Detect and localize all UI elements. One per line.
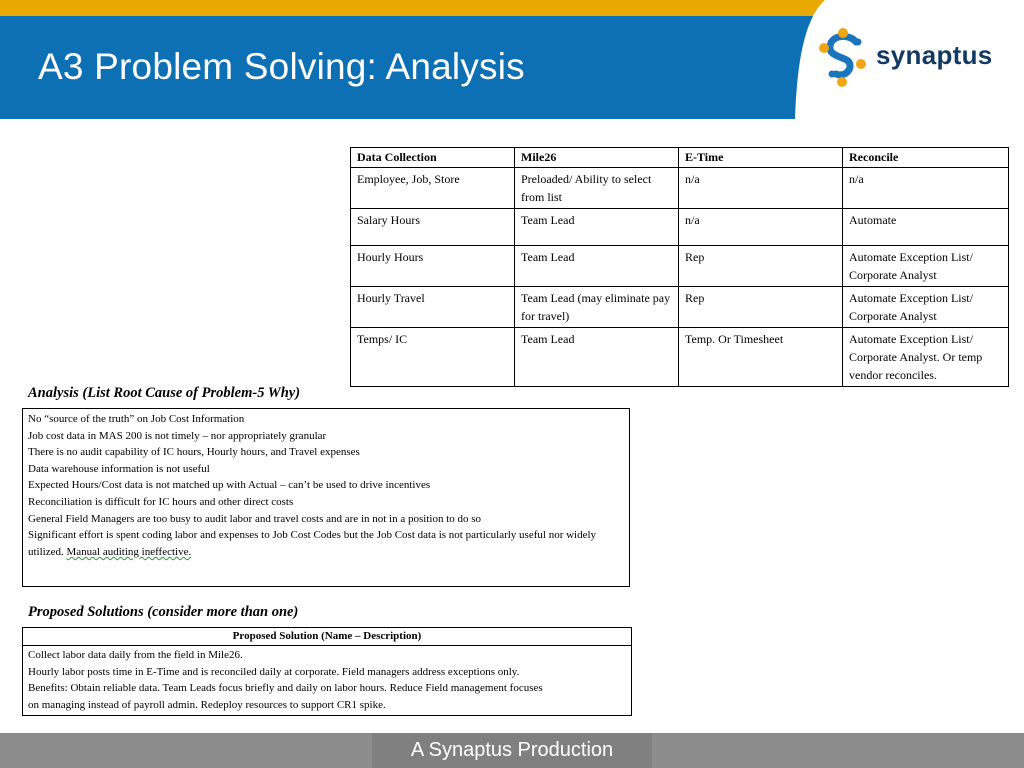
table-cell: Team Lead: [515, 209, 679, 246]
table-cell: Automate Exception List/ Corporate Analyst. Or temp vendor reconciles.: [843, 328, 1009, 387]
table-cell: Team Lead (may eliminate pay for travel): [515, 287, 679, 328]
solutions-table: [22, 627, 632, 716]
table-row: [351, 328, 1009, 387]
table-cell: n/a: [679, 209, 843, 246]
table-cell: n/a: [679, 168, 843, 209]
table-cell: Team Lead: [515, 328, 679, 387]
table-cell: Temp. Or Timesheet: [679, 328, 843, 387]
table-header-row: [351, 148, 1009, 168]
table-row: [351, 246, 1009, 287]
analysis-line: Job cost data in MAS 200 is not timely – nor appropriately granular: [28, 429, 327, 442]
table-cell: Preloaded/ Ability to select from list: [515, 168, 679, 209]
solutions-heading: Proposed Solutions (consider more than one): [28, 604, 299, 620]
table-cell: Salary Hours: [351, 209, 515, 246]
solutions-table-body: [23, 646, 631, 715]
table-cell: Hourly Hours: [351, 246, 515, 287]
table-row: [351, 287, 1009, 328]
analysis-last-line: Significant effort is spent coding labor and expenses to Job Cost Codes but the Job Cost data is not particularly useful nor widely utilized.: [28, 529, 597, 558]
table-cell: Employee, Job, Store: [351, 168, 515, 209]
table-cell: Hourly Travel: [351, 287, 515, 328]
column-header: Reconcile: [843, 148, 1009, 168]
analysis-line: General Field Managers are too busy to audit labor and travel costs and are in not in a position to do so: [28, 512, 482, 525]
slide-title: A3 Problem Solving: Analysis: [38, 46, 525, 87]
analysis-line: Reconciliation is difficult for IC hours and other direct costs: [28, 495, 294, 508]
spellcheck-underlined-text: Manual auditing ineffective.: [66, 545, 192, 558]
analysis-line: No “source of the truth” on Job Cost Information: [28, 413, 245, 425]
footer-text: A Synaptus Production: [410, 739, 614, 761]
analysis-heading: Analysis (List Root Cause of Problem-5 Why): [28, 385, 301, 401]
analysis-line: There is no audit capability of IC hours, Hourly hours, and Travel expenses: [28, 446, 360, 459]
column-header: Mile26: [515, 148, 679, 168]
table-cell: Rep: [679, 246, 843, 287]
table-cell: Temps/ IC: [351, 328, 515, 387]
table-cell: Team Lead: [515, 246, 679, 287]
table-cell: Automate Exception List/ Corporate Analyst: [843, 287, 1009, 328]
table-cell: Automate Exception List/ Corporate Analyst: [843, 246, 1009, 287]
analysis-line: Data warehouse information is not useful: [28, 462, 210, 475]
solution-line: Benefits: Obtain reliable data. Team Leads focus briefly and daily on labor hours. Reduce Field management focuses: [28, 682, 543, 695]
column-header: Data Collection: [351, 148, 515, 168]
analysis-line: Expected Hours/Cost data is not matched up with Actual – can’t be used to drive incentives: [28, 479, 431, 492]
analysis-box: [22, 408, 630, 587]
solution-line: on managing instead of payroll admin. Redeploy resources to support CR1 spike.: [28, 698, 386, 711]
table-row: [351, 209, 1009, 246]
solution-line: Collect labor data daily from the field in Mile26.: [28, 649, 243, 661]
logo-wordmark: synaptus: [876, 40, 993, 70]
solutions-table-header: Proposed Solution (Name – Description): [23, 628, 631, 646]
synaptus-logo-icon: [818, 28, 868, 88]
table-cell: Automate: [843, 209, 1009, 246]
analysis-line: [28, 527, 624, 560]
table-cell: Rep: [679, 287, 843, 328]
column-header: E-Time: [679, 148, 843, 168]
data-collection-table: [350, 147, 1009, 387]
solution-line: Hourly labor posts time in E-Time and is reconciled daily at corporate. Field managers address exceptions only.: [28, 665, 520, 678]
table-row: [351, 168, 1009, 209]
table-cell: n/a: [843, 168, 1009, 209]
